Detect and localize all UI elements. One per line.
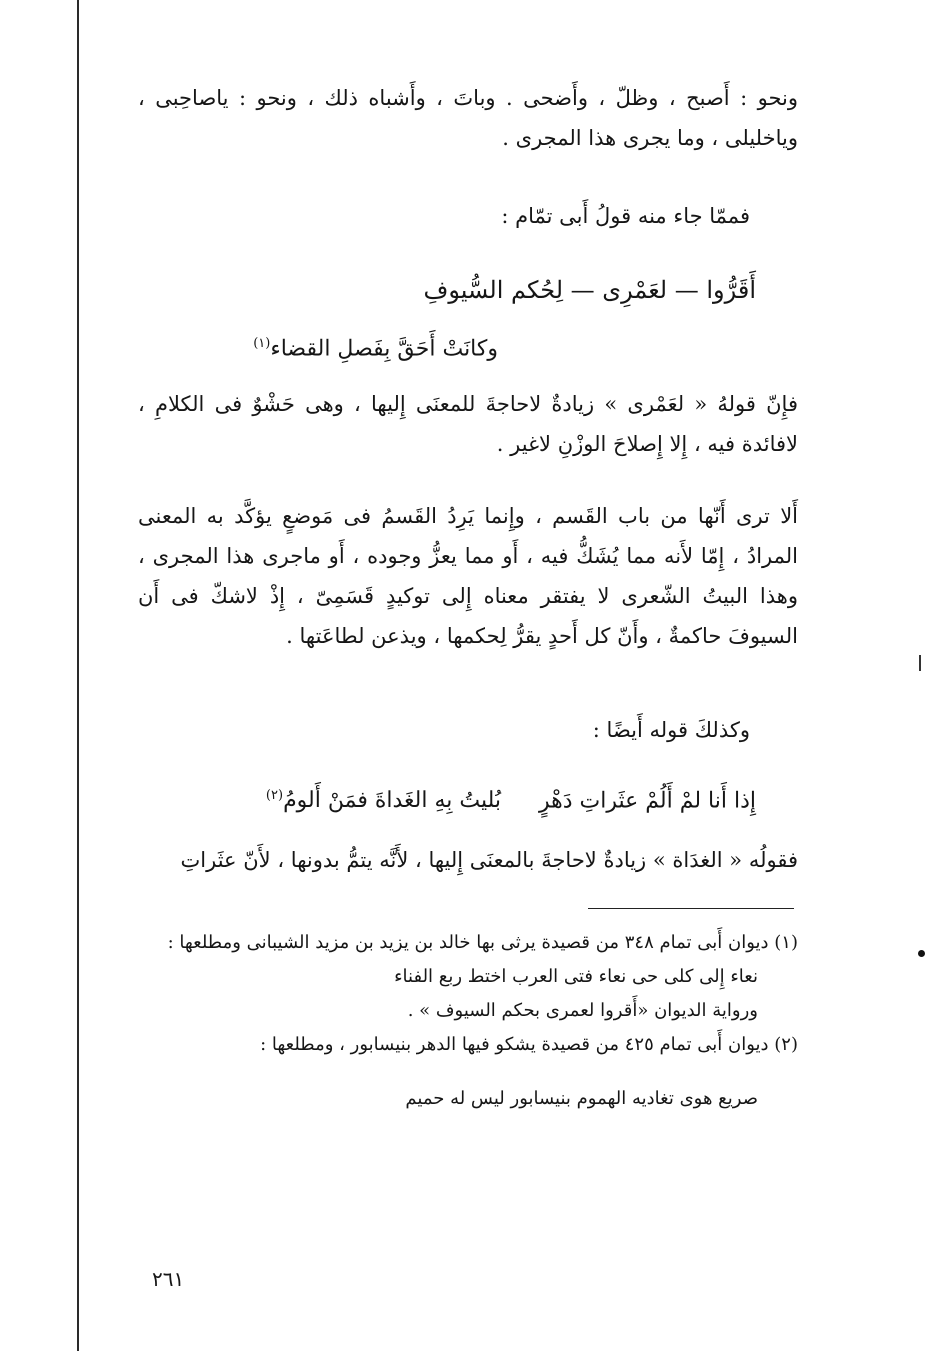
page-number: ٢٦١ xyxy=(152,1267,185,1291)
footnotes xyxy=(138,926,798,1134)
footnote-1: (١) ديوان أَبى تمام ٣٤٨ من قصيدة يرثى بها خالد بن يزيد بن مزيد الشيبانى ومطلعها : xyxy=(167,932,798,953)
verse-intro-1: فممّا جاء منه قولُ أَبى تمّام : xyxy=(501,204,750,228)
verse-intro-2: وكذلكَ قوله أَيضًا : xyxy=(592,718,750,742)
scan-mark xyxy=(919,655,921,671)
verse-2 xyxy=(138,776,756,821)
footnote-marker-2: (٢) xyxy=(265,788,284,803)
verse-2-first-half: إِذا أَنا لمْ أَلُمْ عثَراتِ دَهْرٍ xyxy=(539,788,756,814)
paragraph-4: فقولُه « الغدَاة » زيادةٌ لاحاجةَ بالمعنَى إِليها ، لأَنَّه يتمُّ بدونها ، لأَنّ عثَراتِ xyxy=(180,848,798,872)
footnote-1-verse: نعاء إِلى كلى حى نعاء فتى العرب اختط ربع الفناء xyxy=(394,966,758,987)
footnote-marker-1: (١) xyxy=(253,336,271,351)
verse-1-second-half-text: وكانَتْ أَحَقَّ بِفَصلِ القضاء xyxy=(270,336,498,362)
verse-1-first-half: أَقَرُّوا — لعَمْرِى — لِحُكم السُّيوفِ xyxy=(423,276,756,304)
footnote-2: (٢) ديوان أَبى تمام ٤٢٥ من قصيدة يشكو فيها الدهر بنيسابور ، ومطلعها : xyxy=(260,1034,798,1055)
binding-edge-line xyxy=(77,0,79,1351)
paragraph-3: أَلا ترى أَنّها من باب القَسم ، وإِنما يَرِدُ القَسمُ فى مَوضعٍ يؤكَّد به المعنى المرادُ ، إِمّا لأَنه مما يُشَكُّ فيه ، أَو مما يعزُّ وجوده ، أَو ماجرى هذا المجرى ، وهذا البيتُ الشّعرى لا يفتقر معناه إِلى توكيدٍ قَسَمِىّ ، إِذْ لاشكّ فى أَن السيوفَ حاكمةٌ ، وأَنّ كل أَحدٍ يقرُّ لِحكمها ، ويذعن لطاعَتها . xyxy=(138,504,798,648)
footnote-divider xyxy=(588,908,794,909)
footnote-1-riwaya: ورواية الديوان «أَقروا لعمرى بحكم السيوف » . xyxy=(407,1000,758,1021)
paragraph-1: ونحو : أَصبح ، وظلّ ، وأَضحى . وباتَ ، وأَشباه ذلك ، ونحو : ياصاحِبى ، وياخليلى ، وما يجرى هذا المجرى . xyxy=(138,86,798,150)
verse-2-second-half: بُليتُ بِهِ الغَداةَ فمَنْ أَلومُ xyxy=(283,788,501,814)
footnote-2-verse: صريع هوى تغاديه الهموم بنيسابور ليس له حميم xyxy=(405,1088,758,1109)
verse-1-second-half xyxy=(138,324,498,369)
paragraph-2: فإِنّ قولهُ « لعَمْرى » زيادةٌ لاحاجةَ للمعنَى إِليها ، وهى حَشْوٌ فى الكلامِ ، لافائدة فيه ، إِلا إِصلاحَ الوزْنِ لاغير . xyxy=(138,392,798,456)
scan-dot xyxy=(918,950,925,957)
